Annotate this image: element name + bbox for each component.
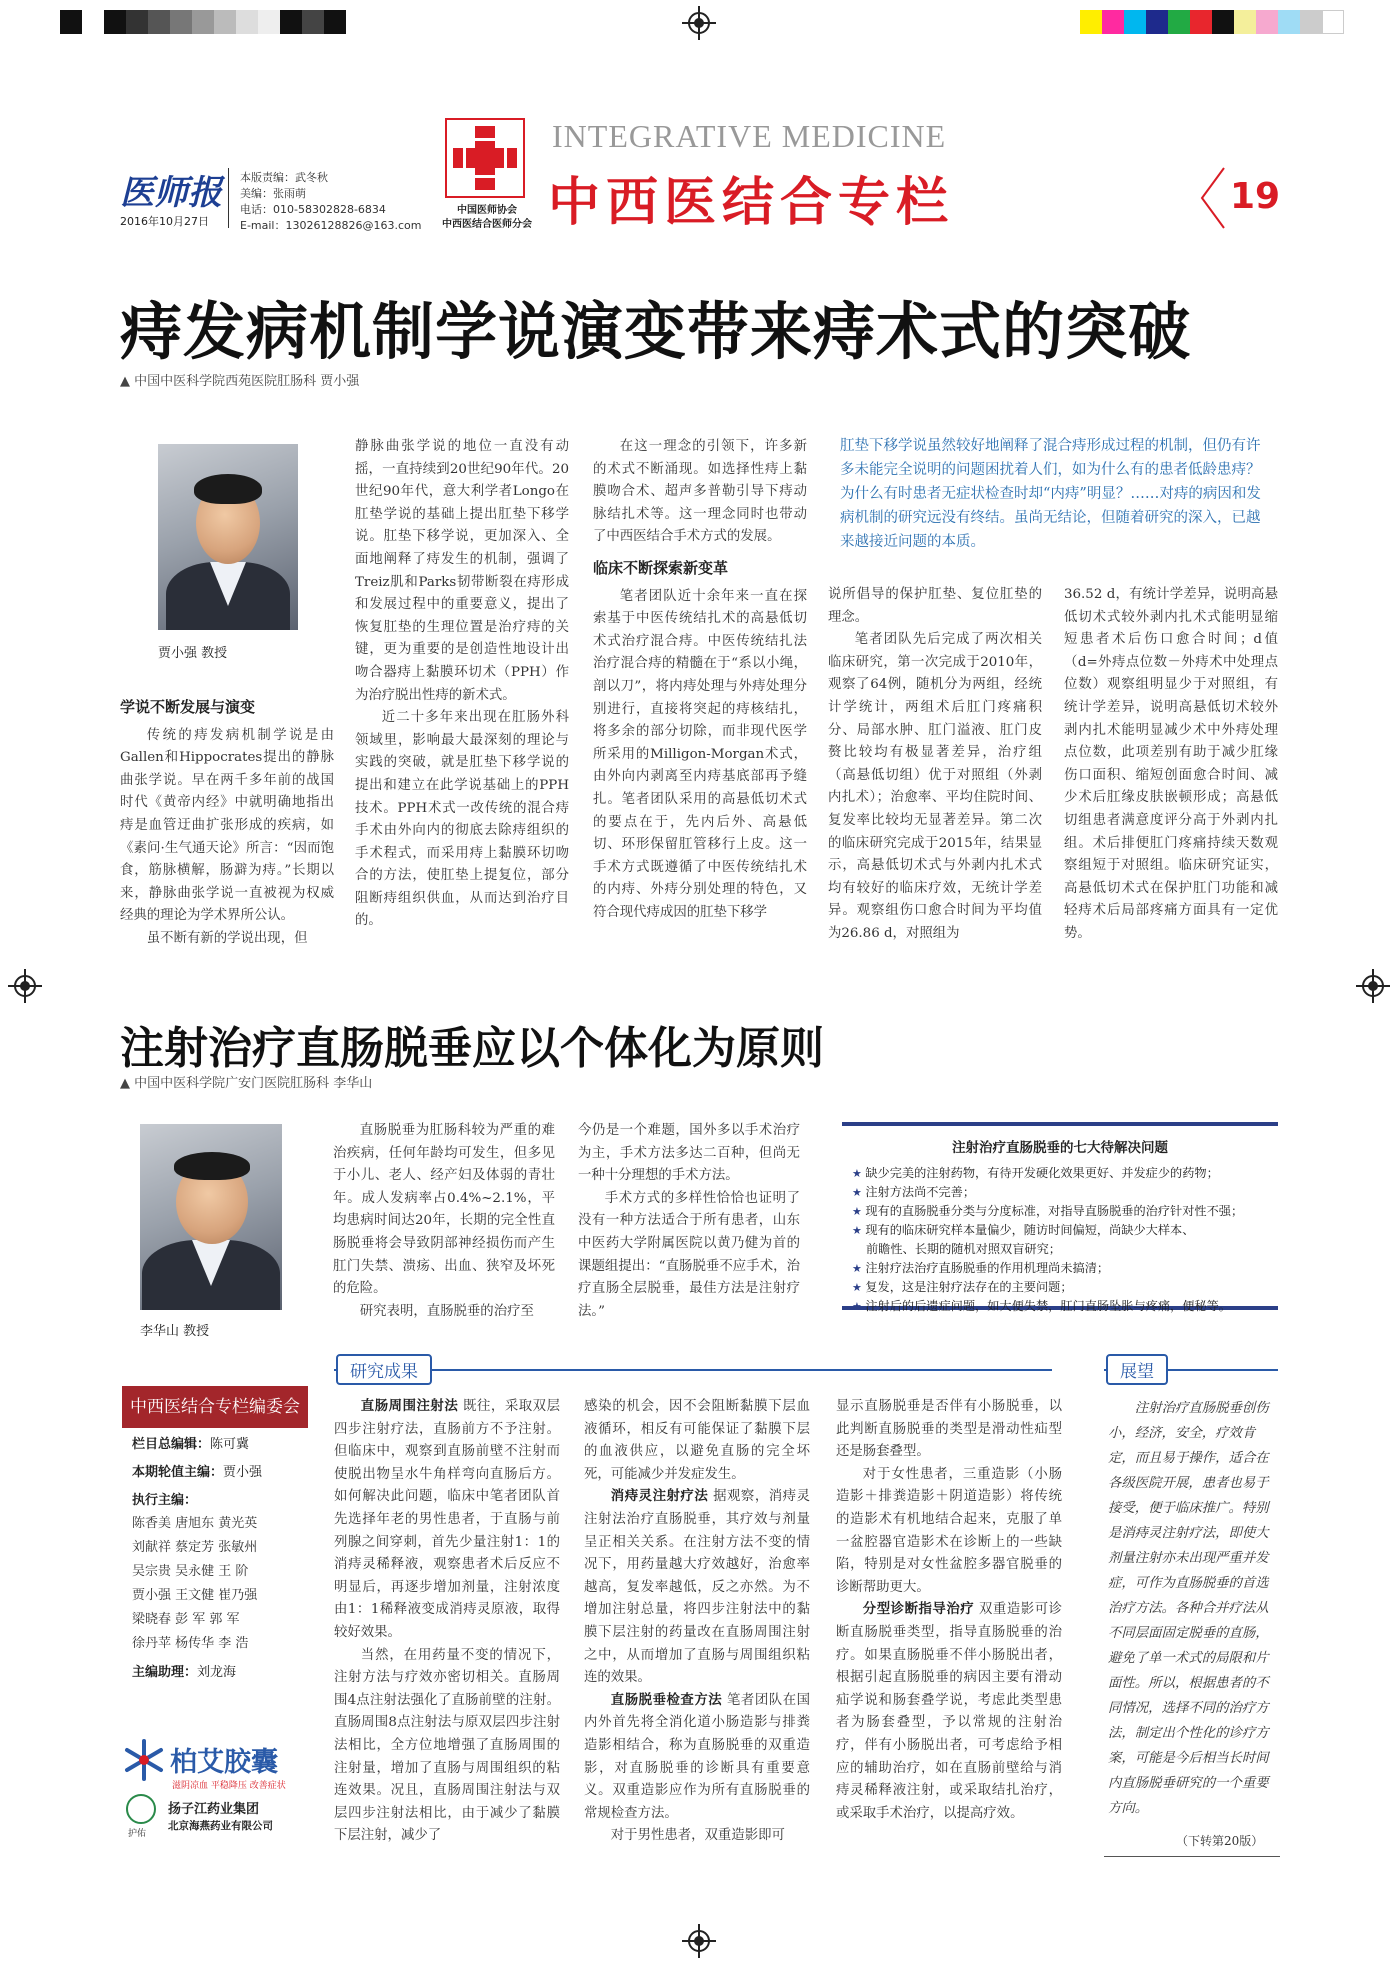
committee-chief: 栏目总编辑：陈可冀 xyxy=(132,1437,250,1452)
tag-prospect: 展望 xyxy=(1106,1354,1168,1385)
results-rule xyxy=(334,1369,1052,1371)
paragraph: 笔者团队先后完成了两次相关临床研究，第一次完成于2010年，观察了64例，随机分为两组，经统计学统计，两组术后肛门疼痛积分、局部水肿、肛门溢液、肛门皮赘比较均有极显著差异，治疗组（高悬低切组）优于对照组（外剥内扎术）；治愈率、平均住院时间、复发率比较均无显著差异。第二次的临床研究完成于2015年，结果显示，高悬低切术式与外剥内扎术式均有较好的临床疗效，无统计学差异。观察组伤口愈合时间为平均值为26.86 d，对照组为 xyxy=(828,632,1042,941)
registration-mark xyxy=(14,975,36,997)
editorial-committee xyxy=(122,1386,308,1684)
paragraph: 消痔灵注射疗法 据观察，消痔灵注射法治疗直肠脱垂，其疗效与剂量呈正相关关系。在注射方法不变的情况下，用药量越大疗效越好，治愈率越高，复发率越低，反之亦然。为不增加注射总量，将四步注射法中的黏膜下层注射的药量改在直肠周围注射之中，从而增加了直肠与周围组织粘连的效果。 xyxy=(584,1489,810,1686)
subheading-clinical: 临床不断探索新变革 xyxy=(593,558,729,577)
article2-intro-column-1 xyxy=(333,1120,555,1323)
paragraph: 笔者团队近十余年来一直在探索基于中医传统结扎术的高悬低切术式治疗混合痔。中医传统结扎法治疗混合痔的精髓在于“系以小绳，剖以刀”，将内痔处理与外痔处理分别进行，直接将突起的痔核结扎，将多余的部分切除，而非现代医学所采用的Milligon-Morgan术式，由外向内剥离至内痔基底部再予缝扎。笔者团队采用的高悬低切术式的要点在于，先内后外、高悬低切、环形保留肛管移行上皮。这一手术方式既遵循了中医传统结扎术的内痔、外痔分别处理的特色，又符合现代痔成因的肛垫下移学 xyxy=(593,588,807,920)
results-column-2 xyxy=(584,1396,810,1848)
column-title-cn: 中西医结合专栏 xyxy=(548,173,955,233)
committee-rotating: 本期轮值主编：贾小强 xyxy=(132,1465,263,1480)
paragraph: 虽不断有新的学说出现，但 xyxy=(146,930,308,946)
registration-mark xyxy=(688,1930,710,1952)
paragraph: 当然，在用药量不变的情况下，注射方法与疗效亦密切相关。直肠周围4点注射法强化了直肠前壁的注射。直肠周围8点注射法与原双层四步注射法相比，全方位地增强了直肠周围的注射量，增加了直肠与周围组织的粘连效果。况且，直肠周围注射法与双层四步注射法相比，由于减少了黏膜下层注射，减少了 xyxy=(334,1647,560,1844)
list-item: ★ 现有的临床研究样本量偏少，随访时间偏短，尚缺少大样本、 xyxy=(852,1221,1268,1240)
paragraph: 显示直肠脱垂是否伴有小肠脱垂，以此判断直肠脱垂的类型是滑动性疝型还是肠套叠型。 xyxy=(836,1399,1062,1460)
print-color-bar xyxy=(1080,10,1344,34)
guard-emblem-icon xyxy=(126,1794,156,1824)
article1-column-4 xyxy=(828,584,1042,946)
article1-column-2 xyxy=(355,436,569,933)
author-photo-li xyxy=(140,1124,282,1310)
paragraph: 直肠周围注射法 既往，采取双层四步注射疗法，直肠前方不予注射。但临床中，观察到直肠前壁不注射而使脱出物呈水牛角样弯向直肠后方。如何解决此问题，临床中笔者团队首先选择年老的男性患者，于直肠与前列腺之间穿刺，首先少量注射1：1的消痔灵稀释液，观察患者术后反应不明显后，再逐步增加剂量，注射浓度由1：1稀释液变成消痔灵原液，取得较好效果。 xyxy=(334,1399,560,1640)
box-title: 注射治疗直肠脱垂的七大待解决问题 xyxy=(952,1140,1168,1156)
list-item: ★ 缺少完美的注射药物，有待开发硬化效果更好、并发症少的药物； xyxy=(852,1164,1268,1183)
paragraph: 手术方式的多样性恰恰也证明了没有一种方法适合于所有患者，山东中医药大学附属医院以黄乃健为首的课题组提出：“直肠脱垂不应手术，治疗直肠全层脱垂，最佳方法是注射疗法。” xyxy=(578,1190,800,1319)
bottom-rule xyxy=(1104,1856,1280,1857)
seven-problems-box xyxy=(842,1122,1278,1313)
article1-column-5 xyxy=(1064,584,1278,946)
association-name: 中国医师协会 中西医结合医师分会 xyxy=(442,205,532,230)
paragraph: 传统的痔发病机制学说是由Gallen和Hippocrates提出的静脉曲张学说。早在两千多年前的战国时代《黄帝内经》中就明确地指出痔是血管迂曲扩张形成的疾病，如《素问·生气通天论》所言：“因而饱食，筋脉横解，肠澼为痔。”长期以来，静脉曲张学说一直被视为权威经典的理论为学术界所公认。 xyxy=(120,727,334,924)
problem-list xyxy=(842,1164,1278,1316)
email-line: E-mail：13026128826@163.com xyxy=(240,219,422,232)
ad-company: 北京海燕药业有限公司 xyxy=(168,1820,273,1832)
list-item: ★ 注射疗法治疗直肠脱垂的作用机理尚未搞清； xyxy=(852,1259,1268,1278)
article2-intro-column-2 xyxy=(578,1120,800,1323)
paragraph: 对于男性患者，双重造影即可 xyxy=(610,1828,785,1844)
paragraph: 直肠脱垂为肛肠科较为严重的难治疾病，任何年龄均可发生，但多见于小儿、老人、经产妇及体弱的青壮年。成人发病率占0.4%~2.1%，平均患病时间达20年，长期的完全性直肠脱垂将会导致阴部神经损伤而产生肛门失禁、溃疡、出血、狭窄及坏死的危险。 xyxy=(333,1123,555,1297)
paragraph: 静脉曲张学说的地位一直没有动摇，一直持续到20世纪90年代。20世纪90年代，意大利学者Longo在肛垫学说的基础上提出肛垫下移学说。肛垫下移学说，更加深入、全面地阐释了痔发生的机制，强调了Treiz肌和Parks韧带断裂在痔形成和发展过程中的重要意义，提出了恢复肛垫的生理位置是治疗痔的关键，更为重要的是创造性地设计出吻合器痔上黏膜环切术（PPH）作为治疗脱出性痔的新术式。 xyxy=(355,439,569,703)
registration-mark xyxy=(688,12,710,34)
article2-headline: 注射治疗直肠脱垂应以个体化为原则 xyxy=(120,1023,824,1074)
snowflake-icon xyxy=(122,1738,166,1782)
results-column-3 xyxy=(836,1396,1062,1825)
phone-line: 电话：010-58302828-6834 xyxy=(240,203,386,216)
paragraph: 分型诊断指导治疗 双重造影可诊断直肠脱垂类型，指导直肠脱垂的治疗。如果直肠脱垂不伴小肠脱出者，根据引起直肠脱垂的病因主要有滑动疝学说和肠套叠学说，考虑此类型患者为肠套叠型，予以常规的注射治疗，伴有小肠脱出者，可考虑给予相应的辅助治疗，如在直肠前壁给与消痔灵稀释液注射，或采取结扎治疗，或采取手术治疗，以提高疗效。 xyxy=(836,1602,1063,1821)
subheading-theory: 学说不断发展与演变 xyxy=(120,698,256,716)
author-photo-jia xyxy=(158,444,298,630)
issue-date: 2016年10月27日 xyxy=(120,215,209,228)
paragraph: 感染的机会，因不会阻断黏膜下层血液循环，相反有可能保证了黏膜下层的血液供应，以避免直肠的完全坏死，可能减少并发症发生。 xyxy=(584,1399,810,1482)
paragraph: 说所倡导的保护肛垫、复位肛垫的理念。 xyxy=(828,587,1042,625)
paragraph: 研究表明，直肠脱垂的治疗至 xyxy=(359,1303,534,1319)
committee-exec: 执行主编： xyxy=(132,1493,198,1508)
article1-column-3 xyxy=(593,436,807,924)
newspaper-logo: 医师报 xyxy=(120,173,222,213)
page-marker-chevron xyxy=(1198,166,1228,230)
paragraph: 在这一理念的引领下，许多新的术式不断涌现。如选择性痔上黏膜吻合术、超声多普勒引导下痔动脉结扎术等。这一理念同时也带动了中西医结合手术方式的发展。 xyxy=(593,439,807,545)
editor-line: 本版责编：武冬秋 xyxy=(240,171,328,184)
article1-byline: ▲ 中国中医科学院西苑医院肛肠科 贾小强 xyxy=(120,374,360,389)
editor-info xyxy=(240,170,421,234)
article2-byline: ▲ 中国中医科学院广安门医院肛肠科 李华山 xyxy=(120,1076,373,1091)
ad-group: 扬子江药业集团 xyxy=(168,1802,260,1817)
continued-note: （下转第20版） xyxy=(1176,1834,1264,1848)
list-item: ★ 注射后的后遗症问题，如大便失禁，肛门直肠坠胀与疼痛，便秘等。 xyxy=(852,1297,1268,1316)
committee-title: 中西医结合专栏编委会 xyxy=(122,1386,308,1428)
list-item: 前瞻性、长期的随机对照双盲研究； xyxy=(866,1242,1061,1256)
prospect-column xyxy=(1108,1396,1280,1821)
column-title-en: INTEGRATIVE MEDICINE xyxy=(552,118,947,154)
designer-line: 美编：张雨萌 xyxy=(240,187,306,200)
print-grayscale-bar xyxy=(60,10,346,34)
list-item: ★ 复发，这是注射疗法存在的主要问题； xyxy=(852,1278,1268,1297)
advertisement xyxy=(122,1738,308,1842)
committee-assist: 主编助理：刘龙海 xyxy=(132,1665,237,1680)
paragraph: 对于女性患者，三重造影（小肠造影＋排粪造影＋阴道造影）将传统的造影术有机地结合起来，克服了单一盆腔器官造影术在诊断上的一些缺陷，特别是对女性盆腔多器官脱垂的诊断帮助更大。 xyxy=(836,1466,1062,1595)
article1-headline: 痔发病机制学说演变带来痔术式的突破 xyxy=(120,295,1192,368)
ad-brand: 柏艾胶囊 xyxy=(170,1747,278,1778)
results-column-1 xyxy=(334,1396,560,1848)
author-caption-li: 李华山 教授 xyxy=(140,1324,210,1339)
association-logo xyxy=(445,118,525,198)
committee-names: 陈香美 唐旭东 黄光英 刘献祥 蔡定芳 张敏州 吴宗贵 吴永健 王 阶 贾小强 王文健 崔乃强 梁晓春 彭 军 郭 军 徐丹苹 杨传华 李 浩 xyxy=(132,1516,258,1651)
pull-quote: 肛垫下移学说虽然较好地阐释了混合痔形成过程的机制，但仍有许多未能完全说明的问题困扰着人们，如为什么有的患者低龄患痔？为什么有时患者无症状检查时却“内痔”明显？……对痔的病因和发病机制的研究远没有终结。虽尚无结论，但随着研究的深入，已越来越接近问题的本质。 xyxy=(840,438,1261,550)
paragraph: 今仍是一个难题，国外多以手术治疗为主，手术方法多达二百种，但尚无一种十分理想的手术方法。 xyxy=(578,1123,800,1184)
masthead-divider xyxy=(228,168,229,228)
paragraph: 36.52 d，有统计学差异，说明高悬低切术式较外剥内扎术式能明显缩短患者术后伤口愈合时间；d值（d=外痔点位数－外痔术中处理点位数）观察组明显少于对照组，有统计学差异，说明高悬低切术较外剥内扎术能明显减少术中外痔处理点位数，此项差别有助于减少肛缘伤口面积、缩短创面愈合时间、减少术后肛缘皮肤嵌顿形成；高悬低切组患者满意度评分高于外剥内扎组。术后排便肛门疼痛持续天数观察组短于对照组。临床研究证实，高悬低切术式在保护肛门功能和减轻痔术后局部疼痛方面具有一定优势。 xyxy=(1064,587,1278,941)
page-number: 19 xyxy=(1230,176,1281,217)
list-item: ★ 现有的直肠脱垂分类与分度标准，对指导直肠脱垂的治疗针对性不强； xyxy=(852,1202,1268,1221)
paragraph: 注射治疗直肠脱垂创伤小，经济，安全，疗效肯定，而且易于操作，适合在各级医院开展，患者也易于接受，便于临床推广。特别是消痔灵注射疗法，即使大剂量注射亦未出现严重并发症，可作为直肠脱垂的首选治疗方法。各种合并疗法从不同层面固定脱垂的直肠，避免了单一术式的局限和片面性。所以，根据患者的不同情况，选择不同的治疗方法，制定出个性化的诊疗方案，可能是今后相当长时间内直肠脱垂研究的一个重要方向。 xyxy=(1108,1401,1269,1816)
paragraph: 直肠脱垂检查方法 笔者团队在国内外首先将全消化道小肠造影与排粪造影相结合，称为直肠脱垂的双重造影，对直肠脱垂的诊断具有重要意义。双重造影应作为所有直肠脱垂的常规检查方法。 xyxy=(584,1692,811,1821)
article1-column-1 xyxy=(120,688,334,951)
registration-mark xyxy=(1362,975,1384,997)
ad-slogan: 滋阴凉血 平稳降压 改善症状 xyxy=(172,1781,286,1791)
list-item: ★ 注射方法尚不完善； xyxy=(852,1183,1268,1202)
paragraph: 近二十多年来出现在肛肠外科领域里，影响最大最深刻的理论与实践的突破，就是肛垫下移学说的提出和建立在此学说基础上的PPH技术。PPH术式一改传统的混合痔手术由外向内的彻底去除痔组织的手术程式，而采用痔上黏膜环切吻合的方法，使肛垫上提复位，部分阻断痔组织供血，从而达到治疗目的。 xyxy=(355,710,569,929)
tag-research-results: 研究成果 xyxy=(336,1354,432,1385)
author-caption-jia: 贾小强 教授 xyxy=(158,646,228,661)
ad-guard: 护佑 xyxy=(128,1829,147,1839)
